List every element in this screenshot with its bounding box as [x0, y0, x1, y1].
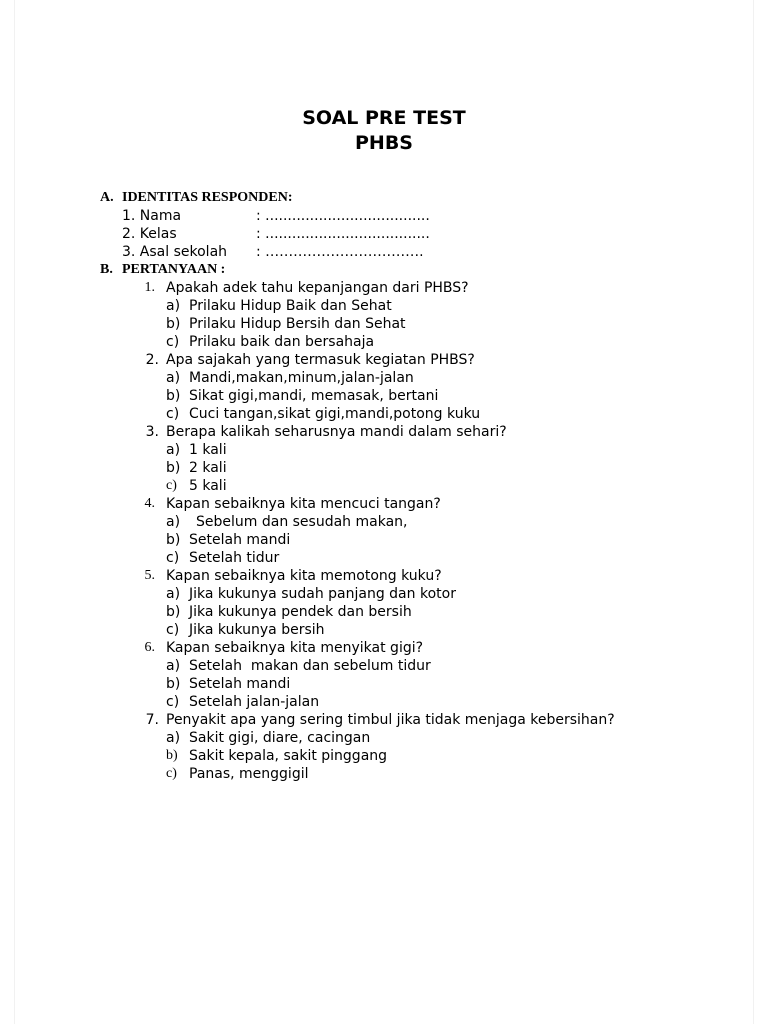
- option-text: Sakit kepala, sakit pinggang: [189, 748, 388, 764]
- option-letter: a): [166, 370, 181, 386]
- option-letter: c): [166, 334, 180, 350]
- section-b-title: PERTANYAAN :: [122, 262, 226, 277]
- option-letter: b): [166, 532, 181, 548]
- doc-subtitle: PHBS: [355, 132, 413, 154]
- option-letter: c): [166, 406, 180, 422]
- option-letter: c): [166, 622, 180, 638]
- option-text: Prilaku baik dan bersahaja: [189, 334, 375, 350]
- option-letter: a): [166, 298, 181, 314]
- question-text: Apakah adek tahu kepanjangan dari PHBS?: [166, 280, 469, 296]
- option-letter: a): [166, 514, 181, 530]
- option-letter: b): [166, 604, 181, 620]
- option-letter: b): [166, 388, 181, 404]
- field-value: : …………………………….: [256, 244, 424, 260]
- option-letter: c): [166, 478, 177, 493]
- question-text: Berapa kalikah seharusnya mandi dalam sehari?: [166, 424, 507, 440]
- option-text: 2 kali: [189, 460, 227, 476]
- question-number: 6.: [144, 640, 155, 655]
- question-text: Kapan sebaiknya kita menyikat gigi?: [166, 640, 424, 656]
- question-number: 7.: [145, 712, 159, 728]
- option-letter: b): [166, 748, 178, 763]
- question-number: 1.: [144, 280, 155, 295]
- option-letter: c): [166, 550, 180, 566]
- option-text: Setelah mandi: [189, 676, 291, 692]
- option-letter: b): [166, 676, 181, 692]
- question-text: Penyakit apa yang sering timbul jika tidak menjaga kebersihan?: [166, 712, 615, 728]
- option-text: Setelah makan dan sebelum tidur: [189, 658, 431, 674]
- option-letter: a): [166, 586, 181, 602]
- option-text: Sikat gigi,mandi, memasak, bertani: [189, 388, 439, 404]
- question-number: 5.: [144, 568, 155, 583]
- option-text: Setelah tidur: [189, 550, 280, 566]
- field-label: 1. Nama: [122, 208, 182, 224]
- question-text: Kapan sebaiknya kita memotong kuku?: [166, 568, 442, 584]
- question-number: 3.: [145, 424, 159, 440]
- question-text: Kapan sebaiknya kita mencuci tangan?: [166, 496, 441, 512]
- question-text: Apa sajakah yang termasuk kegiatan PHBS?: [166, 352, 475, 368]
- option-letter: b): [166, 316, 181, 332]
- option-text: Setelah mandi: [189, 532, 291, 548]
- option-letter: c): [166, 766, 177, 781]
- option-text: 5 kali: [189, 478, 227, 494]
- option-text: Prilaku Hidup Baik dan Sehat: [189, 298, 392, 314]
- field-value: : .....................................: [256, 208, 430, 224]
- field-label: 2. Kelas: [122, 226, 177, 242]
- field-label: 3. Asal sekolah: [122, 244, 228, 260]
- option-text: Jika kukunya bersih: [189, 622, 325, 638]
- option-text: 1 kali: [189, 442, 227, 458]
- section-a-title: IDENTITAS RESPONDEN:: [122, 190, 293, 205]
- option-text: Setelah jalan-jalan: [189, 694, 320, 710]
- option-text: Sebelum dan sesudah makan,: [196, 514, 408, 530]
- option-letter: a): [166, 658, 181, 674]
- section-b-letter: B.: [100, 262, 113, 277]
- option-letter: a): [166, 442, 181, 458]
- option-letter: a): [166, 730, 181, 746]
- option-text: Jika kukunya pendek dan bersih: [189, 604, 412, 620]
- option-text: Jika kukunya sudah panjang dan kotor: [189, 586, 456, 602]
- option-letter: b): [166, 460, 181, 476]
- question-number: 2.: [145, 352, 159, 368]
- doc-title: SOAL PRE TEST: [302, 107, 466, 129]
- option-text: Cuci tangan,sikat gigi,mandi,potong kuku: [189, 406, 481, 422]
- field-value: : .....................................: [256, 226, 430, 242]
- option-text: Sakit gigi, diare, cacingan: [189, 730, 371, 746]
- option-text: Prilaku Hidup Bersih dan Sehat: [189, 316, 406, 332]
- option-text: Panas, menggigil: [189, 766, 309, 782]
- option-text: Mandi,makan,minum,jalan-jalan: [189, 370, 414, 386]
- question-number: 4.: [144, 496, 155, 511]
- option-letter: c): [166, 694, 180, 710]
- section-a-letter: A.: [100, 190, 114, 205]
